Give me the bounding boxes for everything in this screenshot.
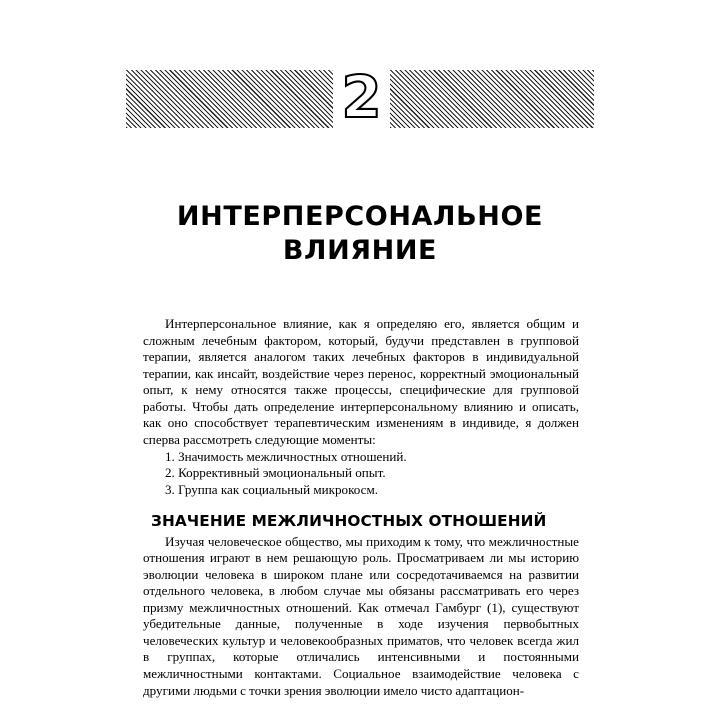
chapter-title-line-1: ИНТЕРПЕРСОНАЛЬНОЕ xyxy=(176,201,544,233)
paragraph-section-body: Изучая человеческое общество, мы приходим к тому, что межличностные отношения играют в нем решающую роль. Просматриваем ли мы историю эволюции человека в широком плане или сосредотачиваемся на развитии отдельного человека, в любом случае мы обязаны рассматривать его через призму межличностных отношений. Как отмечал Гамбург (1), существуют убедительные данные, полученные в ходе изучения первобытных человеческих культур и человекообразных приматов, что человек всегда жил в группах, которые отличались интенсивными и постоянными межличностными контактами. Социальное взаимодействие человека с другими людьми с точки зрения эволюции имело чисто адаптацион- xyxy=(143,533,579,698)
chapter-number: 2 xyxy=(341,63,382,131)
page-bottom-clip xyxy=(0,708,720,720)
hatch-block-right-icon xyxy=(390,70,594,128)
numbered-point-list xyxy=(143,449,579,499)
section-heading: ЗНАЧЕНИЕ МЕЖЛИЧНОСТНЫХ ОТНОШЕНИЙ xyxy=(151,511,547,530)
paragraph-intro: Интерперсональное влияние, как я определяю его, является общим и сложным лечебным фактором, который, будучи представлен в групповой терапии, является аналогом таких лечебных факторов в индивидуальной терапии, как инсайт, воздействие через перенос, корректный эмоциональный опыт, к нему относятся также процессы, специфические для групповой работы. Чтобы дать определение интерперсональному влиянию и описать, как оно способствует терапевтическим изменениям в индивиде, я должен сперва рассмотреть следующие моменты: xyxy=(143,316,579,447)
chapter-title xyxy=(60,200,660,268)
chapter-ornament xyxy=(0,63,720,131)
list-item: 2. Коррективный эмоциональный опыт. xyxy=(165,465,386,481)
chapter-title-line-2: ВЛИЯНИЕ xyxy=(282,235,438,267)
hatch-block-left-icon xyxy=(126,70,333,128)
text-column xyxy=(143,316,579,699)
list-item: 3. Группа как социальный микрокосм. xyxy=(165,482,379,498)
list-item: 1. Значимость межличностных отношений. xyxy=(165,448,407,464)
